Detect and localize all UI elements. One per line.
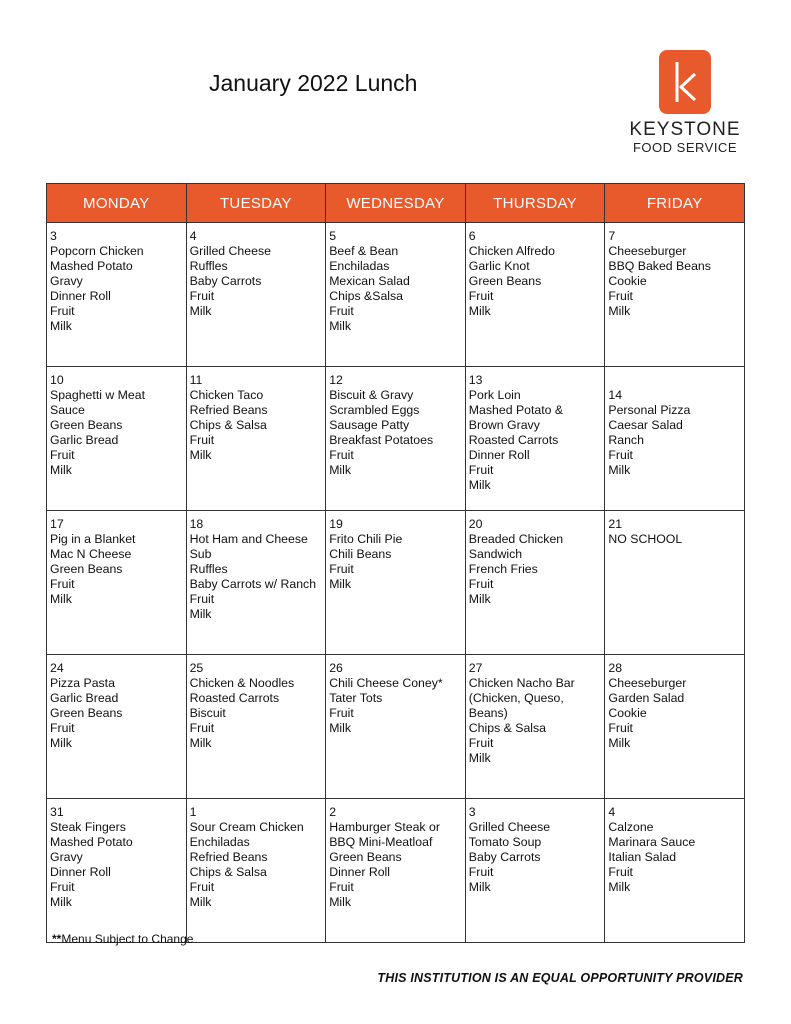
day-number: 19 bbox=[329, 517, 343, 531]
menu-item: Milk bbox=[468, 304, 491, 318]
menu-item: Gravy bbox=[50, 850, 83, 864]
menu-item: Fruit bbox=[329, 880, 354, 894]
menu-note bbox=[52, 932, 193, 946]
menu-item: Dinner Roll bbox=[50, 865, 111, 879]
menu-item: Milk bbox=[608, 463, 631, 477]
day-cell bbox=[326, 655, 466, 799]
menu-item: Chips &Salsa bbox=[329, 289, 404, 303]
day-cell bbox=[186, 511, 326, 655]
menu-item: Chicken Alfredo bbox=[468, 244, 555, 258]
menu-item: Garlic Bread bbox=[50, 433, 119, 447]
menu-item: Milk bbox=[329, 319, 352, 333]
menu-item: Fruit bbox=[608, 289, 633, 303]
week-row bbox=[47, 511, 745, 655]
menu-item: Milk bbox=[50, 463, 72, 477]
day-number: 10 bbox=[50, 373, 64, 387]
menu-item: Milk bbox=[608, 304, 631, 318]
logo bbox=[620, 50, 750, 155]
day-cell bbox=[47, 799, 187, 943]
menu-item: Fruit bbox=[468, 577, 494, 591]
menu-item: Cookie bbox=[608, 274, 647, 288]
menu-item: BBQ Mini-Meatloaf bbox=[329, 835, 433, 849]
menu-item: Fruit bbox=[608, 448, 633, 462]
menu-item: Fruit bbox=[50, 448, 75, 462]
menu-item: Chips & Salsa bbox=[189, 865, 267, 879]
menu-item: Fruit bbox=[189, 289, 215, 303]
menu-item: Enchiladas bbox=[329, 259, 390, 273]
equal-opportunity-footer: THIS INSTITUTION IS AN EQUAL OPPORTUNITY PROVIDER bbox=[377, 971, 743, 985]
menu-item: Green Beans bbox=[468, 274, 542, 288]
menu-item: Garden Salad bbox=[608, 691, 685, 705]
logo-name: KEYSTONE bbox=[629, 119, 741, 140]
day-cell bbox=[186, 367, 326, 511]
menu-item: Ruffles bbox=[189, 562, 228, 576]
menu-item: Fruit bbox=[329, 706, 354, 720]
menu-item: Sauce bbox=[50, 403, 85, 417]
day-cell bbox=[465, 367, 605, 511]
day-number: 28 bbox=[608, 661, 623, 675]
menu-item: Fruit bbox=[189, 880, 215, 894]
day-cell bbox=[47, 367, 187, 511]
day-cell bbox=[326, 511, 466, 655]
menu-item: Milk bbox=[329, 895, 352, 909]
menu-item: Garlic Bread bbox=[50, 691, 119, 705]
day-header-wednesday: WEDNESDAY bbox=[326, 184, 466, 223]
menu-item: Chicken & Noodles bbox=[189, 676, 295, 690]
day-number: 13 bbox=[468, 373, 483, 387]
menu-item: Green Beans bbox=[50, 562, 123, 576]
day-header-friday: FRIDAY bbox=[605, 184, 745, 223]
menu-item: Baby Carrots bbox=[189, 274, 262, 288]
menu-item: Sub bbox=[189, 547, 212, 561]
menu-item: Calzone bbox=[608, 820, 654, 834]
note-stars: ** bbox=[52, 932, 62, 946]
day-number: 21 bbox=[608, 517, 623, 531]
menu-item: Pizza Pasta bbox=[50, 676, 115, 690]
menu-item: Milk bbox=[50, 895, 72, 909]
menu-item: Chili Cheese Coney* bbox=[329, 676, 443, 690]
menu-item: Fruit bbox=[50, 721, 75, 735]
day-cell bbox=[465, 223, 605, 367]
menu-item: Mac N Cheese bbox=[50, 547, 132, 561]
day-header-tuesday: TUESDAY bbox=[186, 184, 326, 223]
menu-item: Milk bbox=[50, 592, 72, 606]
day-number: 11 bbox=[189, 373, 203, 387]
menu-item: Dinner Roll bbox=[468, 448, 530, 462]
menu-item: Milk bbox=[50, 736, 72, 750]
menu-item: Fruit bbox=[329, 562, 354, 576]
day-number: 12 bbox=[329, 373, 343, 387]
menu-item: Refried Beans bbox=[189, 850, 268, 864]
menu-item: Sandwich bbox=[468, 547, 523, 561]
menu-item: Fruit bbox=[608, 721, 633, 735]
menu-item: Milk bbox=[468, 592, 491, 606]
day-cell bbox=[47, 223, 187, 367]
menu-item: Fruit bbox=[329, 304, 354, 318]
day-number: 27 bbox=[468, 661, 483, 675]
menu-item: Scrambled Eggs bbox=[329, 403, 420, 417]
day-header-row bbox=[47, 184, 745, 223]
menu-item: Italian Salad bbox=[608, 850, 677, 864]
day-cell bbox=[326, 223, 466, 367]
menu-item: Fruit bbox=[50, 304, 75, 318]
menu-item: Milk bbox=[608, 880, 631, 894]
menu-item: Cookie bbox=[608, 706, 647, 720]
menu-item: Fruit bbox=[50, 577, 75, 591]
day-cell bbox=[605, 511, 745, 655]
day-number: 4 bbox=[189, 229, 197, 243]
day-header-thursday: THURSDAY bbox=[465, 184, 605, 223]
day-cell bbox=[605, 799, 745, 943]
menu-item: Sour Cream Chicken bbox=[189, 820, 304, 834]
menu-item: Ranch bbox=[608, 433, 644, 447]
week-row bbox=[47, 223, 745, 367]
menu-item: Gravy bbox=[50, 274, 83, 288]
day-header-monday: MONDAY bbox=[47, 184, 187, 223]
day-number: 18 bbox=[189, 517, 204, 531]
menu-item: Fruit bbox=[468, 865, 494, 879]
day-cell bbox=[326, 799, 466, 943]
menu-item: Spaghetti w Meat bbox=[50, 388, 146, 402]
day-cell bbox=[47, 511, 187, 655]
day-number: 5 bbox=[329, 229, 337, 243]
day-number: 3 bbox=[468, 805, 476, 819]
menu-item: Baby Carrots w/ Ranch bbox=[189, 577, 317, 591]
menu-item: Caesar Salad bbox=[608, 418, 683, 432]
day-cell bbox=[605, 655, 745, 799]
menu-item: Dinner Roll bbox=[329, 865, 391, 879]
day-cell bbox=[326, 367, 466, 511]
day-number: 20 bbox=[468, 517, 483, 531]
week-row bbox=[47, 799, 745, 943]
menu-item: Grilled Cheese bbox=[189, 244, 271, 258]
day-number: 24 bbox=[50, 661, 64, 675]
menu-item: Roasted Carrots bbox=[468, 433, 559, 447]
menu-item: Chips & Salsa bbox=[189, 418, 267, 432]
menu-item: Milk bbox=[189, 304, 212, 318]
menu-item: Hamburger Steak or bbox=[329, 820, 440, 834]
day-cell bbox=[186, 799, 326, 943]
day-cell bbox=[605, 367, 745, 511]
logo-subtitle: FOOD SERVICE bbox=[632, 140, 737, 155]
menu-item: Garlic Knot bbox=[468, 259, 530, 273]
menu-item: Popcorn Chicken bbox=[50, 244, 144, 258]
menu-item: Brown Gravy bbox=[468, 418, 540, 432]
menu-calendar bbox=[46, 183, 745, 943]
day-number: 2 bbox=[329, 805, 337, 819]
menu-item: Chili Beans bbox=[329, 547, 392, 561]
keystone-k-icon bbox=[665, 56, 705, 108]
menu-item: Milk bbox=[329, 721, 352, 735]
menu-item: Ruffles bbox=[189, 259, 228, 273]
day-number: 17 bbox=[50, 517, 64, 531]
menu-item: Milk bbox=[50, 319, 72, 333]
menu-item: Milk bbox=[468, 751, 491, 765]
day-cell bbox=[47, 655, 187, 799]
menu-item: Frito Chili Pie bbox=[329, 532, 403, 546]
menu-item: Fruit bbox=[50, 880, 75, 894]
logo-mark bbox=[659, 50, 711, 114]
menu-item: Hot Ham and Cheese bbox=[189, 532, 308, 546]
menu-item: Mashed Potato bbox=[50, 835, 133, 849]
day-number: 25 bbox=[189, 661, 204, 675]
menu-item: Mashed Potato bbox=[50, 259, 133, 273]
menu-item: Pork Loin bbox=[468, 388, 521, 402]
menu-item: Biscuit bbox=[189, 706, 226, 720]
menu-item: Enchiladas bbox=[189, 835, 250, 849]
menu-item: Milk bbox=[189, 607, 212, 621]
day-cell bbox=[186, 655, 326, 799]
menu-item: Green Beans bbox=[50, 418, 123, 432]
day-number: 3 bbox=[50, 229, 57, 243]
menu-item: Breakfast Potatoes bbox=[329, 433, 434, 447]
menu-item: Cheeseburger bbox=[608, 244, 687, 258]
menu-item: Fruit bbox=[468, 736, 494, 750]
menu-item: Milk bbox=[189, 736, 212, 750]
menu-item: Chicken Taco bbox=[189, 388, 264, 402]
menu-item: Baby Carrots bbox=[468, 850, 541, 864]
day-number: 7 bbox=[608, 229, 616, 243]
menu-item: Tomato Soup bbox=[468, 835, 542, 849]
menu-item: 14 bbox=[608, 388, 623, 402]
menu-item: Sausage Patty bbox=[329, 418, 410, 432]
menu-item: Milk bbox=[329, 463, 352, 477]
menu-item: French Fries bbox=[468, 562, 538, 576]
menu-item: Roasted Carrots bbox=[189, 691, 280, 705]
menu-item: Fruit bbox=[468, 463, 494, 477]
day-cell bbox=[186, 223, 326, 367]
day-cell bbox=[465, 799, 605, 943]
menu-item: Fruit bbox=[329, 448, 354, 462]
menu-item: Fruit bbox=[189, 433, 215, 447]
menu-item: Marinara Sauce bbox=[608, 835, 696, 849]
menu-item: Tater Tots bbox=[329, 691, 383, 705]
day-number: 6 bbox=[468, 229, 476, 243]
menu-item: Cheeseburger bbox=[608, 676, 687, 690]
menu-item: Pig in a Blanket bbox=[50, 532, 136, 546]
menu-item: Personal Pizza bbox=[608, 403, 691, 417]
menu-item: Fruit bbox=[608, 865, 633, 879]
menu-item: Refried Beans bbox=[189, 403, 268, 417]
menu-item: Fruit bbox=[189, 592, 215, 606]
day-cell bbox=[465, 511, 605, 655]
menu-item: Milk bbox=[329, 577, 352, 591]
menu-item: Green Beans bbox=[50, 706, 123, 720]
day-number: 1 bbox=[189, 805, 197, 819]
menu-item: Beef & Bean bbox=[329, 244, 399, 258]
menu-item: Chips & Salsa bbox=[468, 721, 547, 735]
menu-item: Breaded Chicken bbox=[468, 532, 564, 546]
menu-item: Mashed Potato & bbox=[468, 403, 564, 417]
menu-item: Grilled Cheese bbox=[468, 820, 551, 834]
day-number: 4 bbox=[608, 805, 616, 819]
menu-item bbox=[608, 373, 741, 388]
menu-item: Fruit bbox=[468, 289, 494, 303]
menu-item: Milk bbox=[608, 736, 631, 750]
menu-item: Milk bbox=[189, 448, 212, 462]
menu-item: Green Beans bbox=[329, 850, 402, 864]
menu-item: Chicken Nacho Bar bbox=[468, 676, 575, 690]
menu-item: Steak Fingers bbox=[50, 820, 126, 834]
menu-item: NO SCHOOL bbox=[608, 532, 683, 546]
menu-item: Milk bbox=[468, 478, 491, 492]
day-cell bbox=[465, 655, 605, 799]
menu-item: Milk bbox=[189, 895, 212, 909]
note-text: Menu Subject to Change bbox=[61, 932, 194, 946]
menu-item: Beans) bbox=[468, 706, 508, 720]
week-row bbox=[47, 655, 745, 799]
menu-item: (Chicken, Queso, bbox=[468, 691, 564, 705]
day-number: 31 bbox=[50, 805, 64, 819]
day-cell bbox=[605, 223, 745, 367]
day-number: 26 bbox=[329, 661, 343, 675]
menu-item: BBQ Baked Beans bbox=[608, 259, 711, 273]
menu-item: Fruit bbox=[189, 721, 215, 735]
week-row bbox=[47, 367, 745, 511]
menu-item: Mexican Salad bbox=[329, 274, 410, 288]
menu-item: Biscuit & Gravy bbox=[329, 388, 414, 402]
page-title: January 2022 Lunch bbox=[209, 70, 418, 96]
menu-item: Dinner Roll bbox=[50, 289, 111, 303]
menu-item: Milk bbox=[468, 880, 491, 894]
